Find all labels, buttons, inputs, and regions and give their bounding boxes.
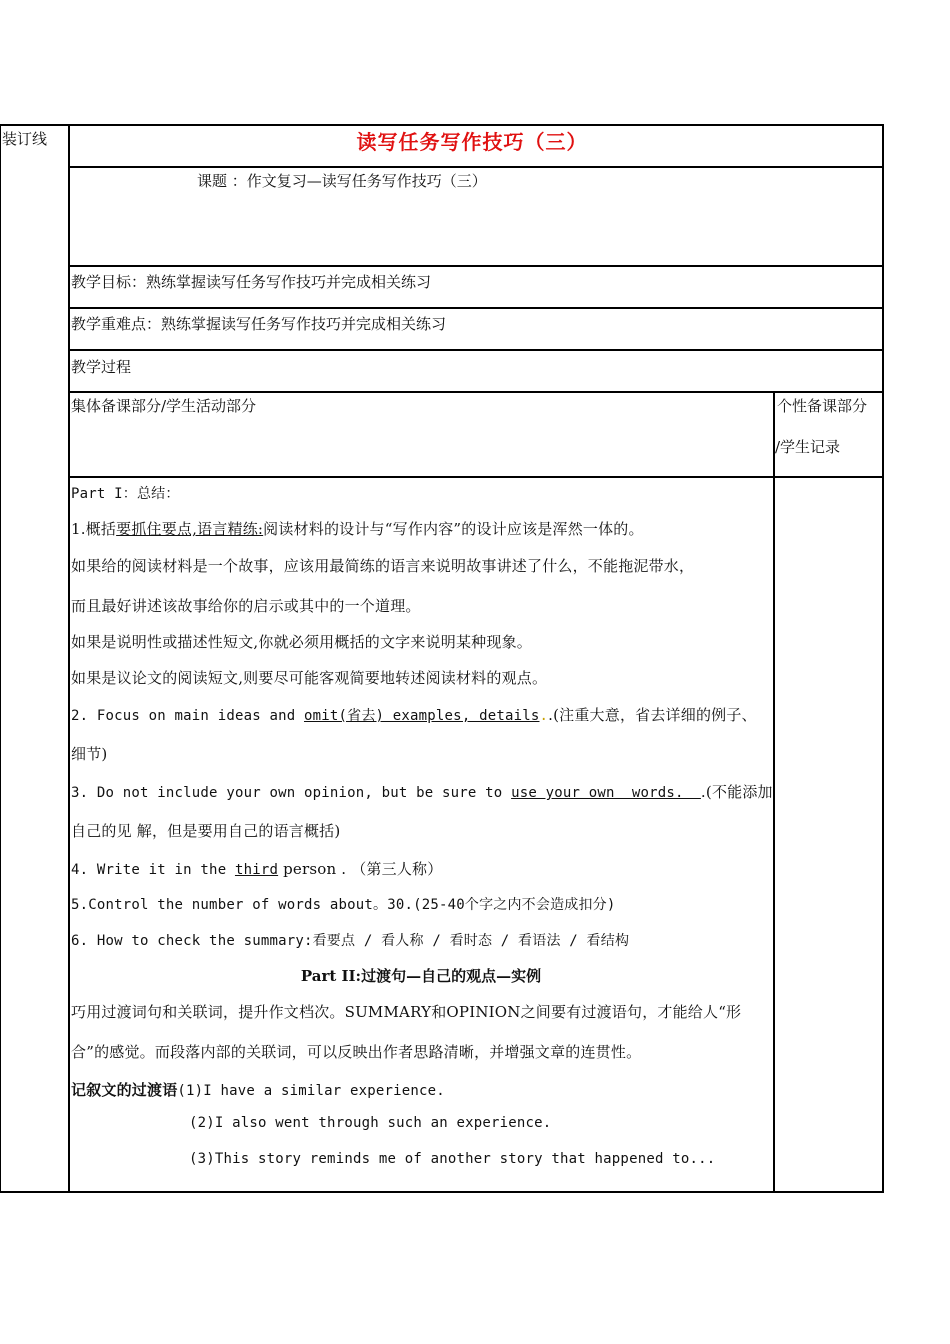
point-2-underlined: omit(省去) examples, details [303,708,540,724]
row-divider [69,265,884,267]
point-4-underlined: third [234,862,279,878]
point-4-prefix: 4. Write it in the [71,862,235,878]
transition-sentence-3: (3)This story reminds me of another story that happened to... [189,1151,716,1167]
part2-heading: Part II:过渡句—自己的观点—实例 [300,967,542,985]
row-divider [69,307,884,309]
point-3-underlined: use your own words. [511,785,701,801]
row-divider [69,476,884,478]
point-4-suffix: person . （第三人称） [278,860,443,878]
point-2-prefix: 2. Focus on main ideas and [71,708,304,724]
point-1-rest: 阅读材料的设计与“写作内容”的设计应该是浑然一体的。 [263,520,644,538]
summary-point-1 [71,518,644,539]
point-1-underlined: 要抓住要点,语言精练: [116,520,264,538]
summary-point-6: 6. How to check the summary:看要点 / 看人称 / 看时态 / 看语法 / 看结构 [71,933,630,949]
argumentative-guideline: 如果是议论文的阅读短文,则要尽可能客观简要地转述阅读材料的观点。 [71,669,548,687]
point-3-prefix: 3. Do not include your own opinion, but be sure to [71,785,512,801]
collective-section-header: 集体备课部分/学生活动部分 [71,397,257,415]
transition-intro: 巧用过渡词句和关联词，提升作文档次。SUMMARY和OPINION之间要有过渡语句，才能给人“形 [71,1003,742,1021]
point-2-dot: . [539,708,549,724]
point-1-prefix: 1.概括 [71,520,117,538]
point-2-suffix: .(注重大意，省去详细的例子、 [548,706,757,724]
transition-intro-cont: 合”的感觉。而段落内部的关联词，可以反映出作者思路清晰，并增强文章的连贯性。 [71,1043,642,1061]
topic-text: 课题 ：作文复习—读写任务写作技巧（三） [197,172,487,190]
teaching-goal: 教学目标：熟练掌握读写任务写作技巧并完成相关练习 [71,273,432,291]
transition-sentence-2: (2)I also went through such an experience. [189,1115,552,1131]
row-divider [69,349,884,351]
summary-point-2 [71,704,757,725]
descriptive-guideline: 如果是说明性或描述性短文,你就必须用概括的文字来说明某种现象。 [71,633,532,651]
summary-point-3-cont: 自己的见 解，但是要用自己的语言概括) [71,822,341,840]
part1-heading: Part I：总结： [71,486,180,502]
student-record-header: /学生记录 [775,438,841,456]
point-3-suffix: .(不能添加 [700,783,773,801]
row-divider [69,166,884,168]
narrative-transition-label: 记叙文的过渡语 [71,1081,178,1099]
key-points: 教学重难点：熟练掌握读写任务写作技巧并完成相关练习 [71,315,447,333]
teaching-process: 教学过程 [71,358,132,376]
narrative-transition-row [71,1079,445,1100]
gutter-divider [68,124,70,1193]
summary-point-2-cont: 细节) [71,745,108,763]
column-divider [773,391,775,1193]
transition-sentence-1: (1)I have a similar experience. [177,1083,445,1099]
row-divider [69,391,884,393]
summary-point-4 [71,858,442,879]
page-title: 读写任务写作技巧（三） [356,130,588,154]
binding-line-label: 装订线 [2,130,48,148]
story-guideline-cont: 而且最好讲述该故事给你的启示或其中的一个道理。 [71,597,421,615]
summary-point-3 [71,781,773,802]
story-guideline: 如果给的阅读材料是一个故事，应该用最简练的语言来说明故事讲述了什么，不能拖泥带水， [71,557,695,575]
summary-point-5: 5.Control the number of words about。30.(25-40个字之内不会造成扣分) [71,897,616,913]
personal-section-header: 个性备课部分 [777,397,868,415]
